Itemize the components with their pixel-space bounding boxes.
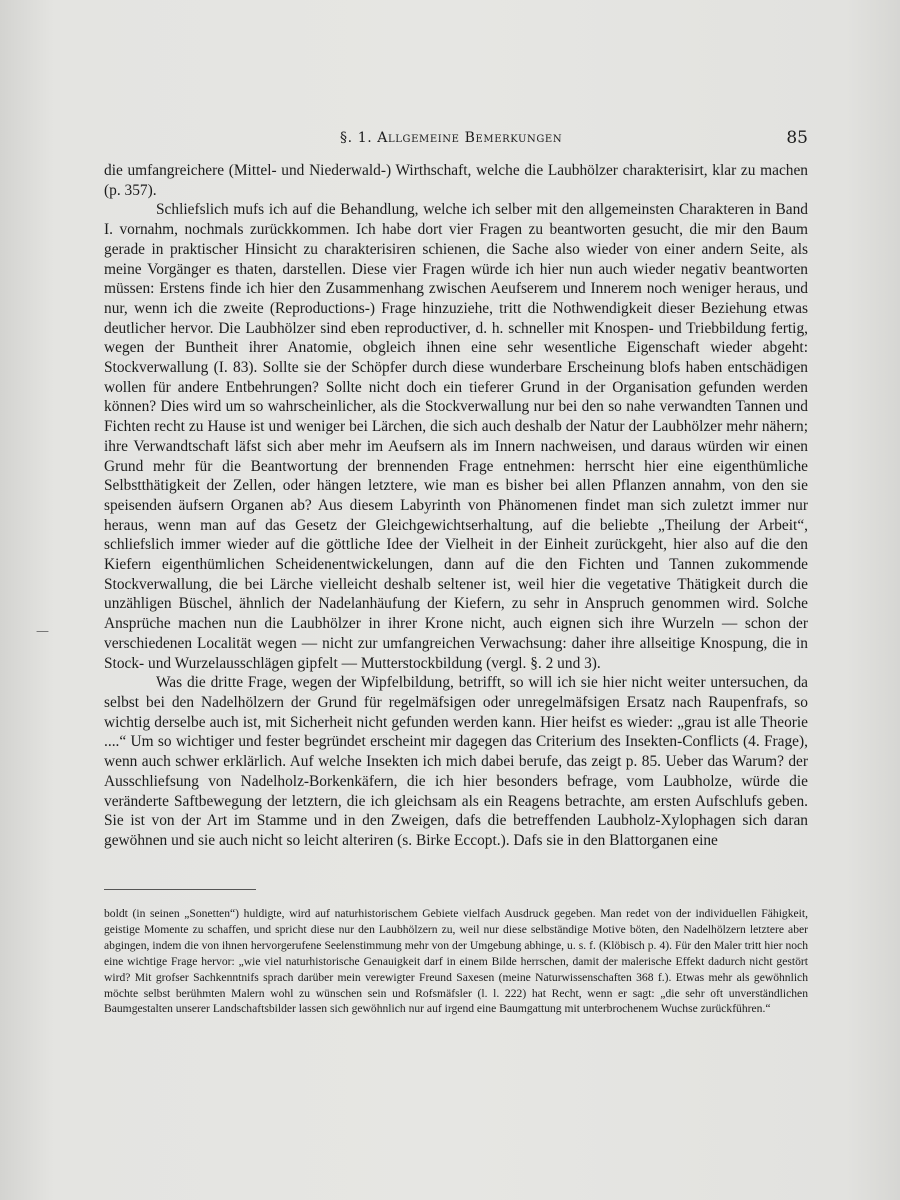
page-header	[104, 128, 808, 150]
paragraph: Schliefslich mufs ich auf die Behandlung, welche ich selber mit den allgemeinsten Charakteren in Band I. vornahm, nochmals zurückkommen. Ich habe dort vier Fragen zu beantworten gesucht, die mir den Baum gerade in praktischer Hinsicht zu charakterisiren schienen, die Sache also wieder von einer andern Seite, als meine Vorgänger es thaten, darstellen. Diese vier Fragen würde ich hier nun auch wieder negativ beantworten müssen: Erstens finde ich hier den Zusammenhang zwischen Aeufserem und Innerem noch weniger heraus, und nur, wenn ich die zweite (Reproductions-) Frage hinzuziehe, tritt die Nothwendigkeit dieser Beziehung etwas deutlicher hervor. Die Laubhölzer sind eben reproductiver, d. h. schneller mit Knospen- und Triebbildung fertig, wegen der Buntheit ihrer Anatomie, obgleich ihnen eine sehr wesentliche Eigenschaft wieder abgeht: Stockverwallung (I. 83). Sollte sie der Schöpfer durch diese wunderbare Erscheinung blofs haben entschädigen wollen für andere Entbehrungen? Sollte nicht doch ein tieferer Grund in der Organisation gefunden werden können? Dies wird um so wahrscheinlicher, als die Stockverwallung nur bei den so nahe verwandten Tannen und Fichten recht zu Hause ist und weniger bei Lärchen, die sich auch deshalb der Natur der Laubhölzer mehr nähern; ihre Verwandtschaft läfst sich aber mehr im Aeufsern als im Innern nachweisen, und daraus würden wir einen Grund mehr für die Beantwortung der brennenden Frage entnehmen: herrscht hier eine eigenthümliche Selbstthätigkeit der Zellen, oder hängen letztere, wie man es bisher bei allen Pflanzen annahm, von den sie speisenden äufsern Organen ab? Aus diesem Labyrinth von Phänomenen findet man sich zuletzt immer nur heraus, wenn man auf das Gesetz der Gleichgewichtserhaltung, auf die beliebte „Theilung der Arbeit“, schliefslich immer wieder auf die göttliche Idee der Vielheit in der Einheit zurückgeht, hier also auf die den Kiefern eigenthümlichen Scheidenentwickelungen, dann auf die den Fichten und Tannen zukommende Stockverwallung, die bei Lärche vielleicht deshalb seltener ist, weil hier die vegetative Thätigkeit durch die unzähligen Büschel, ähnlich der Nadelanhäufung der Kiefern, zu sehr in Anspruch genommen wird. Solche Ansprüche machen nun die Laubhölzer in ihrer Krone nicht, auch eignen sich ihre Wurzeln — schon der verschiedenen Localität wegen — nicht zur umfangreichen Verwachsung: daher ihre allseitige Knospung, die in Stock- und Wurzelausschlägen gipfelt — Mutterstockbildung (vergl. §. 2 und 3).	[104, 201, 808, 672]
paragraph-continuation: die umfangreichere (Mittel- und Niederwald-) Wirthschaft, welche die Laubhölzer charakterisirt, klar zu machen (p. 357).	[104, 162, 808, 199]
footnote: boldt (in seinen „Sonetten“) huldigte, wird auf naturhistorischem Gebiete vielfach Ausdruck gegeben. Man redet von der individuellen Fähigkeit, geistige Momente zu schaffen, und spricht diese nur den Laubhölzern zu, weil nur diese selbständige Motive böten, den Nadelhölzern letztere aber abgingen, indem die von ihnen hervorgerufene Seelenstimmung mehr von der Umgebung abhinge, u. s. f. (Klöbisch p. 4). Für den Maler tritt hier noch eine wichtige Frage hervor: „wie viel naturhistorische Genauigkeit darf in einem Bilde herrschen, damit der malerische Effekt dadurch nicht gestört wird? Mit grofser Sachkenntnifs sprach darüber mein verewigter Freund Saxesen (meine Naturwissenschaften 368 f.). Etwas mehr als gewöhnlich möchte selbst berühmten Malern wohl zu wünschen sein und Rofsmäfsler (l. l. 222) hat Recht, wenn er sagt: „die sehr oft unverständlichen Baumgestalten unserer Landschaftsbilder lassen sich gewöhnlich nur auf irgend eine Baumgattung mit unterbrochenem Wuchse zurückführen.“	[104, 907, 808, 1016]
body-text	[104, 161, 808, 851]
running-title: §. 1. Allgemeine Bemerkungen	[340, 130, 563, 146]
paragraph: Was die dritte Frage, wegen der Wipfelbildung, betrifft, so will ich sie hier nicht weiter untersuchen, da selbst bei den Nadelhölzern der Grund für regelmäfsigen oder unregelmäfsigen Ersatz nach Raupenfrafs, so wichtig derselbe auch ist, mit Sicherheit nicht gefunden werden kann. Hier heifst es wieder: „grau ist alle Theorie ....“ Um so wichtiger und fester begründet erscheint mir dagegen das Criterium des Insekten-Conflicts (4. Frage), wenn auch schwer erklärlich. Auf welche Insekten ich mich dabei berufe, das zeigt p. 85. Ueber das Warum? der Ausschliefsung von Nadelholz-Borkenkäfern, die ich hier besonders befrage, vom Laubholze, würde die veränderte Saftbewegung der letztern, die ich gleichsam als ein Reagens betrachte, am ersten Aufschlufs geben. Sie ist von der Art im Stamme und in den Zweigen, dafs die betreffenden Laubholz-Xylophagen sich daran gewöhnen und sie auch nicht so leicht alteriren (s. Birke Eccopt.). Dafs sie in den Blattorganen eine	[104, 674, 808, 849]
page-number: 85	[786, 128, 808, 148]
margin-mark: —	[36, 624, 49, 639]
footnote-divider	[104, 889, 256, 890]
